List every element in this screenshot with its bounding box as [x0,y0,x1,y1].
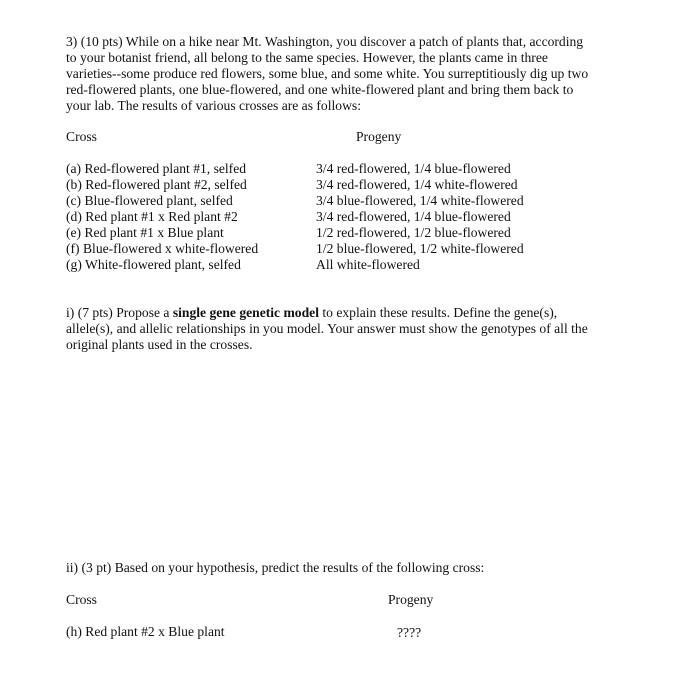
table-row-progeny: All white-flowered [316,257,420,272]
part-i-bold: single gene genetic model [172,305,319,320]
question-intro [66,34,626,114]
table-row-progeny: 1/2 blue-flowered, 1/2 white-flowered [316,241,524,256]
part-i-line1 [66,305,588,321]
part-i-suffix: to explain these results. Define the gene(s), [318,305,558,320]
part-ii-cross: (h) Red plant #2 x Blue plant [66,624,225,639]
part-ii-progeny: ???? [397,625,422,640]
part-i-prefix: i) (7 pts) Propose a [66,305,173,320]
part-i-line2: allele(s), and allelic relationships in you model. Your answer must show the genotypes of all the [66,321,588,336]
table-row-cross: (c) Blue-flowered plant, selfed [66,193,233,208]
table1-header-cross: Cross [66,129,97,144]
intro-line: red-flowered plants, one blue-flowered, and one white-flowered plant and bring them back to [66,82,574,97]
table-row-cross: (g) White-flowered plant, selfed [66,257,241,272]
table-row-cross: (e) Red plant #1 x Blue plant [66,225,224,240]
table-row-progeny: 3/4 red-flowered, 1/4 blue-flowered [316,209,511,224]
table1-progeny-column [316,161,524,273]
table-row-progeny: 3/4 red-flowered, 1/4 white-flowered [316,177,518,192]
table1-header-progeny: Progeny [356,129,402,144]
table-row-cross: (d) Red plant #1 x Red plant #2 [66,209,238,224]
table1-cross-column [66,161,258,273]
intro-line: to your botanist friend, all belong to the same species. However, the plants came in three [66,50,548,65]
intro-line: your lab. The results of various crosses are as follows: [66,98,361,113]
intro-line: varieties--some produce red flowers, some blue, and some white. You surreptitiously dig up two [66,66,589,81]
table-row-progeny: 1/2 red-flowered, 1/2 blue-flowered [316,225,511,240]
part-i-text [66,305,588,353]
part-i-line3: original plants used in the crosses. [66,337,253,352]
part-ii-prompt: ii) (3 pt) Based on your hypothesis, predict the results of the following cross: [66,560,485,575]
table-row-cross: (b) Red-flowered plant #2, selfed [66,177,247,192]
table-row-cross: (a) Red-flowered plant #1, selfed [66,161,247,176]
part-ii-header-progeny: Progeny [388,592,434,607]
table-row-progeny: 3/4 red-flowered, 1/4 blue-flowered [316,161,511,176]
intro-line: 3) (10 pts) While on a hike near Mt. Washington, you discover a patch of plants that, according [66,34,584,49]
table-row-progeny: 3/4 blue-flowered, 1/4 white-flowered [316,193,524,208]
table-row-cross: (f) Blue-flowered x white-flowered [66,241,259,256]
part-ii-header-cross: Cross [66,592,97,607]
